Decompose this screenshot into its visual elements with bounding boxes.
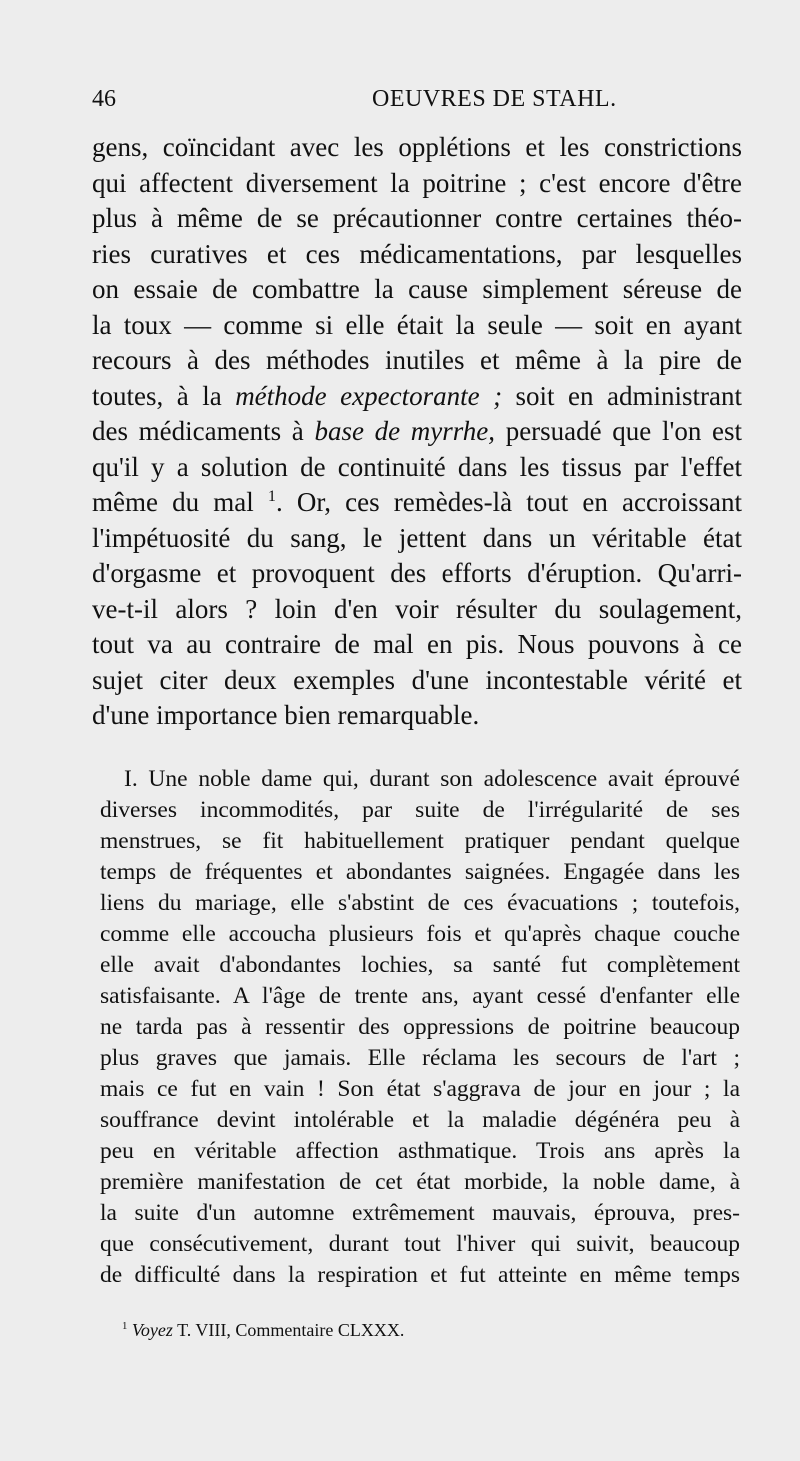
italic-term: base de myrrhe,: [314, 416, 496, 446]
italic-term: méthode expectorante ;: [235, 380, 503, 411]
footnote: [122, 1320, 404, 1341]
text-line: ve-t-il alors ? loin d'en voir résulter du soulagement,: [92, 593, 742, 624]
text-line: première manifestation de cet état morbide, la noble dame, à: [100, 1169, 740, 1195]
text-run: soit en administrant: [502, 380, 742, 411]
text-line: mais ce fut en vain ! Son état s'aggrava de jour en jour ; la: [100, 1076, 740, 1102]
page-header: [92, 80, 744, 120]
text-line: de difficulté dans la respiration et fut atteinte en même temps: [100, 1262, 740, 1288]
text-line: temps de fréquentes et abondantes saignées. Engagée dans les: [100, 859, 740, 885]
text-line: ne tarda pas à ressentir des oppressions de poitrine beaucoup: [100, 1014, 740, 1040]
text-line: qu'il y a solution de continuité dans les tissus par l'effet: [92, 451, 742, 482]
text-line: on essaie de combattre la cause simplement séreuse de: [92, 274, 742, 304]
text-run: . Or, ces remèdes-là tout en accroissant: [275, 487, 742, 517]
text-run: même du mal: [92, 487, 268, 517]
text-line: plus à même de se précautionner contre certaines théo-: [92, 203, 742, 233]
page-number: 46: [92, 86, 116, 112]
text-line: plus graves que jamais. Elle réclama les secours de l'art ;: [100, 1045, 740, 1071]
text-line: tout va au contraire de mal en pis. Nous pouvons à ce: [92, 629, 742, 659]
text-line: sujet citer deux exemples d'une incontestable vérité et: [92, 664, 742, 695]
text-line: elle avait d'abondantes lochies, sa santé fut complètement: [100, 952, 740, 978]
text-line: que consécutivement, durant tout l'hiver qui suivit, beaucoup: [100, 1231, 740, 1257]
text-line: [92, 485, 742, 521]
text-line: diverses incommodités, par suite de l'irrégularité de ses: [100, 797, 740, 823]
main-paragraph: [92, 130, 742, 734]
text-line: d'orgasme et provoquent des efforts d'éruption. Qu'arri-: [92, 558, 742, 588]
text-line: comme elle accoucha plusieurs fois et qu'après chaque couche: [100, 921, 740, 947]
text-line: satisfaisante. A l'âge de trente ans, ayant cessé d'enfanter elle: [100, 983, 740, 1009]
case-study-section: [100, 764, 740, 1291]
text-line: liens du mariage, elle s'abstint de ces évacuations ; toutefois,: [100, 890, 740, 916]
text-line: l'impétuosité du sang, le jettent dans un véritable état: [92, 522, 742, 553]
text-line: menstrues, se fit habituellement pratiquer pendant quelque: [100, 828, 740, 854]
text-line: ries curatives et ces médicamentations, par lesquelles: [92, 238, 742, 269]
text-line: qui affectent diversement la poitrine ; c'est encore d'être: [92, 167, 742, 198]
text-line: la suite d'un automne extrêmement mauvais, éprouva, pres-: [100, 1200, 740, 1226]
text-run: des médicaments à: [92, 416, 315, 446]
text-line: [92, 414, 742, 450]
text-line: peu en véritable affection asthmatique. Trois ans après la: [100, 1138, 740, 1164]
footnote-marker: 1: [122, 1320, 128, 1332]
text-line: I. Une noble dame qui, durant son adolescence avait éprouvé: [124, 766, 740, 792]
text-line: gens, coïncidant avec les opplétions et les constrictions: [92, 132, 742, 162]
text-line: la toux — comme si elle était la seule — soit en ayant: [92, 309, 742, 340]
text-line: [92, 379, 742, 415]
footnote-text: T. VIII, Commentaire CLXXX.: [172, 1320, 405, 1340]
text-line: d'une importance bien remarquable.: [92, 700, 480, 730]
footnote-italic: Voyez: [131, 1320, 173, 1340]
running-title: OEUVRES DE STAHL.: [372, 86, 617, 112]
footnote-reference[interactable]: 1: [267, 487, 276, 505]
text-line: souffrance devint intolérable et la maladie dégénéra peu à: [100, 1107, 740, 1133]
text-run: persuadé que l'on est: [495, 416, 742, 446]
text-line: recours à des méthodes inutiles et même à la pire de: [92, 345, 742, 375]
text-run: toutes, à la: [92, 380, 236, 411]
